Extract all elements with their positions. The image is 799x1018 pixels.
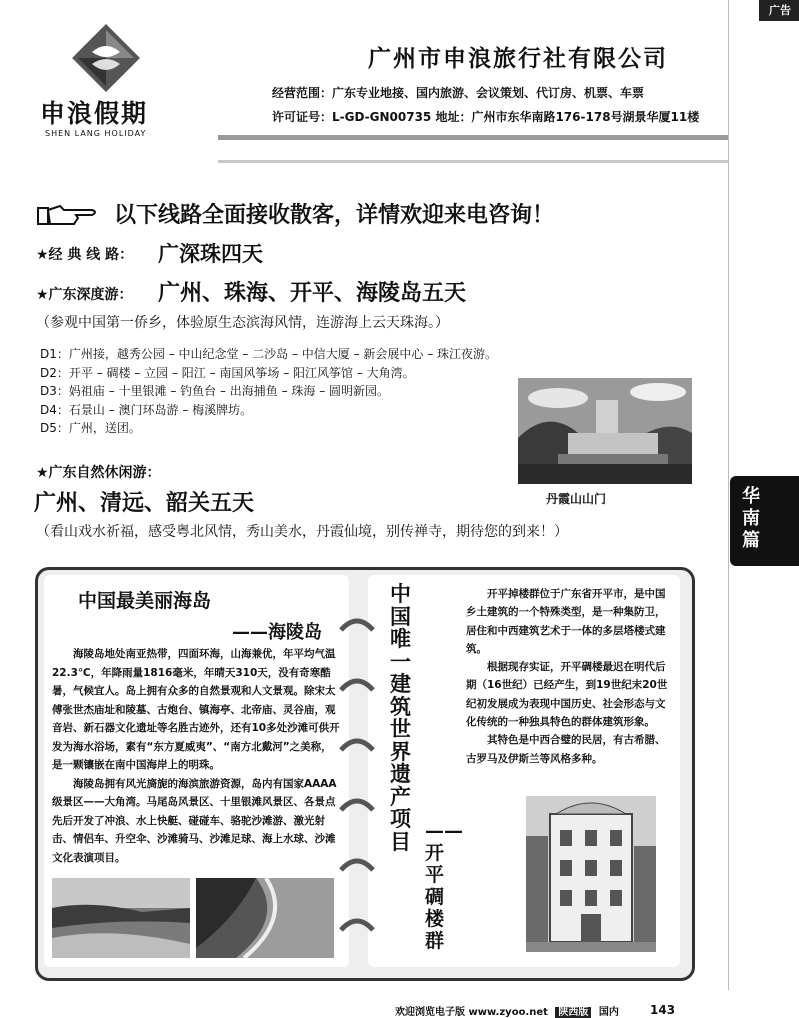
header-rule (218, 135, 728, 140)
route2-name: 广州、珠海、开平、海陵岛五天 (158, 281, 467, 306)
kaiping-description (466, 585, 672, 768)
island-paragraph: 海陵岛地处南亚热带，四面环海，山海兼优，年平均气温22.3℃，年降雨量1816毫米，年晴天310天，没有奇寒酷暑，气候宜人。岛上拥有众多的自然景观和人文景观。除宋太傅张世杰庙址和陵墓、古炮台、镇海亭、北帝庙、灵谷庙，观音岩、新石器文化遗址等名胜古迹外，还有10多处沙滩可供开发为海水浴场，素有“东方夏威夷”、“南方北戴河”之美称，是一颗镶嵌在南中国海岸上的明珠。 (52, 648, 340, 771)
brand-name-cn: 申浪假期 (40, 99, 149, 128)
shenlang-logo (70, 22, 142, 94)
kaiping-vertical-title: 中国唯一建筑世界遗产项目 (390, 581, 411, 854)
footer-section: 国内 (598, 1007, 619, 1018)
region-side-tab-label: 华南篇 (742, 486, 760, 551)
kaiping-paragraph: 根据现存实证，开平碉楼最迟在明代后期（16世纪）已经产生，到19世纪末20世纪初发展成为表现中国历史、社会形态与文化传统的一种独具特色的群体建筑形象。 (466, 661, 668, 729)
route2-label: ★广东深度游： (36, 287, 133, 303)
diaolou-photo (526, 796, 656, 952)
route3-description: （看山戏水祈福，感受粤北风情，秀山美水，丹霞仙境，别传禅寺，期待您的到来！） (36, 524, 568, 540)
island-description (52, 645, 342, 867)
island-subtitle: ——海陵岛 (232, 622, 322, 643)
footer-website: 欢迎浏览电子版 www.zyoo.net (395, 1007, 548, 1018)
beach-photo (52, 878, 190, 958)
ad-label: 广告 (759, 0, 799, 21)
footer-bar (395, 1003, 619, 1018)
itinerary-day: D3：妈祖庙 – 十里银滩 – 钓鱼台 – 出海捕鱼 – 珠海 – 圆明新园。 (40, 384, 390, 398)
island-paragraph: 海陵岛拥有风光旖旎的海滨旅游资源，岛内有国家AAAA级景区——大角湾。马尾岛风景区、十里银滩风景区、各景点先后开发了冲浪、水上快艇、碰碰车、骆驼沙滩游、激光射击、情侣车、升空伞、沙滩骑马、沙滩足球、海上水球、沙滩文化表演项目。 (52, 777, 337, 864)
license-address: 许可证号：L-GD-GN00735 地址：广州市东华南路176-178号湖景华厦11楼 (272, 110, 700, 124)
photo-caption: 丹霞山山门 (546, 492, 607, 506)
coast-photo (196, 878, 334, 958)
itinerary-day: D2：开平 – 碉楼 – 立园 – 阳江 – 南国风筝场 – 阳江风筝馆 – 大角湾。 (40, 365, 415, 380)
page-divider (728, 0, 729, 990)
route2-description: （参观中国第一侨乡，体验原生态滨海风情，连游海上云天珠海。） (36, 315, 449, 331)
itinerary-day: D1：广州接，越秀公园 – 中山纪念堂 – 二沙岛 – 中信大厦 – 新会展中心 – 珠江夜游。 (40, 347, 498, 361)
pointing-hand-icon (36, 202, 100, 228)
brand-name-en: SHEN LANG HOLIDAY (45, 129, 147, 138)
itinerary-day: D5：广州，送团。 (40, 421, 141, 435)
region-side-tab (730, 476, 799, 566)
route1-label: ★经 典 线 路： (36, 247, 134, 263)
footer-edition: 陕西版 (555, 1007, 591, 1018)
route3-label: ★广东自然休闲游： (36, 465, 161, 481)
itinerary-day: D4：石景山 – 澳门环岛游 – 梅溪牌坊。 (40, 402, 253, 417)
business-scope: 经营范围：广东专业地接、国内旅游、会议策划、代订房、机票、车票 (272, 86, 645, 100)
route3-name: 广州、清远、韶关五天 (34, 491, 255, 516)
itinerary-list (40, 345, 497, 438)
kaiping-paragraph: 其特色是中西合璧的民居，有古希腊、古罗马及伊斯兰等风格多种。 (466, 734, 666, 765)
company-name: 广州市申浪旅行社有限公司 (368, 46, 668, 72)
kaiping-paragraph: 开平掉楼群位于广东省开平市，是中国乡土建筑的一个特殊类型，是一种集防卫，居住和中西建筑艺术于一体的多层塔楼式建筑。 (466, 588, 666, 655)
route1-name: 广深珠四天 (158, 242, 263, 266)
kaiping-vertical-subtitle: ——开平碉楼群 (425, 820, 463, 952)
page-number: 143 (650, 1003, 676, 1017)
danxia-gate-photo (518, 378, 692, 484)
headline: 以下线路全面接收散客，详情欢迎来电咨询！ (114, 203, 555, 228)
header-rule-light (218, 160, 728, 163)
island-title: 中国最美丽海岛 (78, 590, 212, 612)
